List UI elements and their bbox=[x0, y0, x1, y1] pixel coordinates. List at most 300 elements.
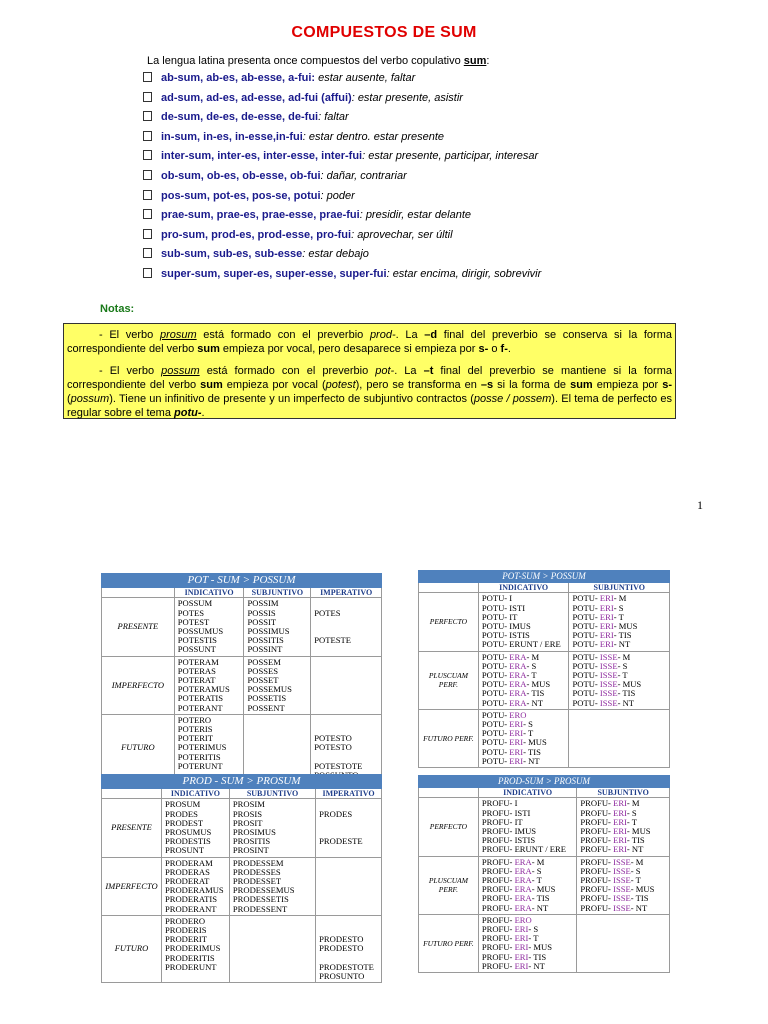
verb-stem: POTU- bbox=[572, 639, 600, 650]
verb-stem: PROFU- bbox=[580, 844, 614, 855]
verb-infix: ERI bbox=[599, 630, 614, 641]
verb-stem: PROFU- bbox=[481, 893, 515, 904]
verb-stem: PROFU- bbox=[580, 884, 614, 895]
verb-form: POSSEMUS bbox=[247, 684, 292, 695]
verb-infix: ERI bbox=[613, 807, 627, 818]
verb-form: PRODERAM bbox=[164, 857, 213, 868]
table-row bbox=[102, 915, 382, 982]
verb-infix: ERA bbox=[514, 865, 532, 876]
verb-form: POTESTO bbox=[314, 733, 352, 744]
verb-ending: - S bbox=[617, 660, 628, 671]
column-header: IMPERATIVO bbox=[316, 789, 382, 799]
note-text: - El verbo bbox=[99, 365, 162, 377]
verb-infix: ISSE bbox=[613, 875, 631, 886]
verb-stem: POTU- bbox=[481, 660, 510, 671]
verb-form bbox=[233, 917, 312, 926]
verb-infix: ERI bbox=[509, 755, 524, 766]
verb-infix: ISSE bbox=[599, 697, 618, 708]
verb-meaning: : estar presente, asistir bbox=[351, 91, 463, 104]
header-blank bbox=[419, 788, 479, 798]
verb-form bbox=[482, 757, 566, 766]
form-cell bbox=[316, 799, 382, 857]
verb-infix: ISSE bbox=[613, 893, 631, 904]
tense-label: PLUSCUAM PERF. bbox=[419, 856, 479, 914]
table-title: POT-SUM > POSSUM bbox=[419, 571, 670, 583]
verb-forms: sub-sum, sub-es, sub-esse bbox=[161, 248, 303, 261]
verb-item bbox=[143, 72, 541, 92]
verb-form: PRODERUNT bbox=[164, 961, 217, 972]
form-cell bbox=[229, 915, 315, 982]
verb-form: POTES bbox=[177, 607, 204, 618]
verb-ending: - T bbox=[626, 816, 638, 827]
note-example: posse / possem bbox=[473, 393, 552, 405]
verb-stem: PROFU- bbox=[481, 924, 515, 935]
verb-infix: ERA bbox=[514, 902, 532, 913]
verb-ending: - TIS bbox=[617, 688, 636, 699]
verb-stem: POTU- bbox=[481, 746, 510, 757]
verb-stem: PROFU- bbox=[481, 835, 515, 846]
verb-infix: ERI bbox=[613, 835, 627, 846]
verb-infix: ERI bbox=[613, 844, 627, 855]
verb-form: POTEST bbox=[177, 616, 210, 627]
verb-ending: - TIS bbox=[523, 746, 541, 757]
tense-label: PRESENTE bbox=[102, 598, 175, 656]
verb-meaning: : presidir, estar delante bbox=[359, 209, 471, 222]
verb-infix: ERI bbox=[514, 942, 529, 953]
verb-stem: POTU- bbox=[481, 709, 510, 720]
verb-infix: ERA bbox=[509, 651, 527, 662]
form-cell bbox=[316, 915, 382, 982]
verb-stem: POTU- bbox=[572, 593, 600, 604]
verb-stem: POTU- bbox=[481, 593, 510, 604]
table-title: PROD-SUM > PROSUM bbox=[419, 776, 670, 788]
verb-ending: - MUS bbox=[526, 679, 551, 690]
bullet-icon bbox=[143, 72, 152, 82]
verb-meaning: : aprovechar, ser últil bbox=[351, 228, 453, 241]
verb-infix: ERI bbox=[509, 719, 524, 730]
note-text: ), pero se transforma en bbox=[355, 379, 481, 391]
form-cell bbox=[244, 714, 311, 781]
verb-form: POTERAM bbox=[177, 656, 219, 667]
verb-ending: - T bbox=[523, 728, 534, 739]
verb-ending: - NT bbox=[528, 960, 545, 971]
verb-ending: ISTIS bbox=[509, 630, 530, 641]
verb-form: POSSETIS bbox=[247, 693, 287, 704]
bullet-icon bbox=[143, 150, 152, 160]
note-preverb: pot- bbox=[375, 365, 395, 377]
verb-form: PRODERAMUS bbox=[164, 885, 224, 896]
verb-stem: POTU- bbox=[481, 719, 510, 730]
verb-stem: PROFU- bbox=[580, 807, 614, 818]
verb-meaning: : estar encima, dirigir, sobrevivir bbox=[386, 267, 542, 280]
verb-form: PRODES bbox=[164, 808, 198, 819]
verb-ending: ISTI bbox=[514, 807, 531, 818]
verb-ending: - S bbox=[630, 865, 641, 876]
verb-ending: - TIS bbox=[630, 893, 649, 904]
verb-infix: ERI bbox=[514, 960, 529, 971]
form-cell bbox=[229, 799, 315, 857]
verb-stem: PROFU- bbox=[580, 856, 614, 867]
note-example: potest bbox=[325, 379, 356, 391]
verb-form: PROSUNTO bbox=[319, 971, 365, 982]
verb-form: POTESTOTE bbox=[314, 760, 363, 771]
verb-ending: - NT bbox=[523, 755, 540, 766]
verb-stem: PROFU- bbox=[580, 875, 614, 886]
note-text: empieza por bbox=[592, 379, 663, 391]
form-cell bbox=[174, 714, 244, 781]
verb-infix: ERI bbox=[509, 728, 524, 739]
verb-form: PRODESSES bbox=[232, 866, 281, 877]
verb-forms: pos-sum, pot-es, pos-se, potui bbox=[161, 189, 321, 202]
verb-infix: ERI bbox=[509, 746, 524, 757]
verb-form: PRODESSENT bbox=[232, 903, 288, 914]
verb-form: PRODESSET bbox=[232, 876, 282, 887]
notes-box bbox=[63, 323, 676, 419]
note-text: o bbox=[488, 343, 501, 355]
verb-infix: ISSE bbox=[599, 660, 618, 671]
tense-label: IMPERFECTO bbox=[102, 857, 162, 915]
column-header: INDICATIVO bbox=[478, 788, 577, 798]
verb-ending: - MUS bbox=[531, 884, 556, 895]
note-letter: s- bbox=[478, 343, 489, 355]
form-cell bbox=[244, 656, 311, 714]
table-row bbox=[102, 656, 382, 714]
verb-infix: ERA bbox=[514, 893, 532, 904]
verb-infix: ERA bbox=[509, 660, 527, 671]
intro-sentence: La lengua latina presenta once compuestos del verbo copulativo bbox=[147, 55, 464, 67]
verb-meaning: : dañar, contrariar bbox=[320, 169, 407, 182]
verb-infix: ERI bbox=[613, 826, 627, 837]
intro-text bbox=[147, 55, 489, 67]
bullet-icon bbox=[143, 170, 152, 180]
verb-meaning: : estar debajo bbox=[302, 248, 369, 261]
verb-forms: ab-sum, ab-es, ab-esse, a-fui: bbox=[161, 72, 316, 84]
verb-form: POTERO bbox=[177, 714, 212, 725]
verb-stem: POTU- bbox=[481, 688, 510, 699]
column-header: SUBJUNTIVO bbox=[229, 789, 315, 799]
note-text: . bbox=[201, 407, 205, 419]
verb-infix: ERA bbox=[509, 697, 527, 708]
verb-ending: ISTI bbox=[509, 602, 526, 613]
form-cell bbox=[478, 914, 577, 972]
verb-infix: ISSE bbox=[613, 884, 631, 895]
verb-ending: IT bbox=[509, 611, 518, 622]
note-letter: –d bbox=[424, 329, 438, 341]
verb-stem: POTU- bbox=[481, 670, 510, 681]
verb-ending: - NT bbox=[531, 902, 549, 913]
verb-form: PRODESSEM bbox=[232, 857, 284, 868]
form-cell bbox=[316, 857, 382, 915]
verb-form bbox=[482, 640, 566, 649]
verb-infix: ERA bbox=[509, 679, 527, 690]
page-title: COMPUESTOS DE SUM bbox=[291, 24, 477, 41]
verb-stem: POTU- bbox=[481, 611, 510, 622]
verb-stem: PROFU- bbox=[481, 826, 515, 837]
form-cell bbox=[577, 914, 670, 972]
verb-ending: - NT bbox=[613, 639, 631, 650]
note-text: empieza por vocal, pero desaparece si empieza por bbox=[219, 343, 479, 355]
note-text: si la forma de bbox=[493, 379, 571, 391]
verb-form: PRODERIT bbox=[164, 934, 207, 945]
header-blank bbox=[102, 789, 162, 799]
verb-form: PRODEST bbox=[164, 817, 204, 828]
verb-form: POTESTO bbox=[314, 742, 352, 753]
verb-form bbox=[314, 645, 378, 654]
verb-form bbox=[572, 640, 666, 649]
note-prosum bbox=[67, 328, 672, 356]
form-cell bbox=[311, 598, 382, 656]
verb-forms: ad-sum, ad-es, ad-esse, ad-fui (affui) bbox=[161, 91, 352, 104]
bullet-icon bbox=[143, 190, 152, 200]
verb-stem: PROFU- bbox=[481, 798, 515, 809]
verb-ending: - T bbox=[613, 611, 624, 622]
form-cell bbox=[174, 656, 244, 714]
verb-form bbox=[482, 962, 574, 971]
prosum-perfect-table bbox=[418, 775, 670, 973]
verb-infix: ERI bbox=[613, 798, 627, 809]
tense-label: IMPERFECTO bbox=[102, 656, 175, 714]
verb-stem: PROFU- bbox=[481, 914, 515, 925]
verb-form: POSSEM bbox=[247, 656, 281, 667]
verb-infix: ERI bbox=[599, 639, 614, 650]
table-row bbox=[102, 857, 382, 915]
verb-stem: POTU- bbox=[481, 621, 510, 632]
verb-stem: PROFU- bbox=[481, 865, 515, 876]
verb-infix: ISSE bbox=[599, 651, 618, 662]
verb-ending: ERUNT / ERE bbox=[509, 639, 561, 650]
table-row bbox=[419, 593, 670, 651]
tense-label: PRESENTE bbox=[102, 799, 162, 857]
verb-infix: ERI bbox=[514, 933, 529, 944]
verb-stem: PROFU- bbox=[580, 816, 614, 827]
verb-forms: pro-sum, prod-es, prod-esse, pro-fui bbox=[161, 228, 352, 241]
form-cell bbox=[244, 598, 311, 656]
verb-item bbox=[143, 190, 541, 210]
verb-infix: ERI bbox=[599, 602, 614, 613]
form-cell bbox=[569, 651, 670, 709]
verb-form: PRODES bbox=[319, 808, 353, 819]
verb-meaning: estar ausente, faltar bbox=[315, 72, 416, 84]
verb-infix: ERI bbox=[514, 951, 529, 962]
verb-infix: ERO bbox=[514, 914, 532, 925]
verb-stem: PROFU- bbox=[481, 884, 515, 895]
verb-infix: ERI bbox=[599, 621, 614, 632]
verb-ending: - S bbox=[613, 602, 624, 613]
tense-label: FUTURO PERF. bbox=[419, 709, 479, 767]
verb-stem: PROFU- bbox=[481, 856, 515, 867]
table-title: PROD - SUM > PROSUM bbox=[102, 775, 382, 789]
verb-form: POSSET bbox=[247, 675, 279, 686]
verb-infix: ERA bbox=[509, 688, 527, 699]
verb-infix: ERA bbox=[514, 856, 532, 867]
tense-label: PERFECTO bbox=[419, 593, 479, 651]
verb-ending: - NT bbox=[617, 697, 635, 708]
verb-item bbox=[143, 92, 541, 112]
note-verb: possum bbox=[161, 365, 200, 377]
verb-ending: - M bbox=[613, 593, 627, 604]
verb-ending: - MUS bbox=[613, 621, 638, 632]
verb-ending: - NT bbox=[626, 844, 644, 855]
tense-label: FUTURO PERF. bbox=[419, 914, 479, 972]
table-row bbox=[419, 914, 670, 972]
verb-form bbox=[482, 699, 566, 708]
bullet-icon bbox=[143, 131, 152, 141]
verb-ending: - T bbox=[526, 670, 537, 681]
verb-ending: - TIS bbox=[526, 688, 545, 699]
verb-form: PRODERIMUS bbox=[164, 943, 221, 954]
tense-label: PLUSCUAM PERF. bbox=[419, 651, 479, 709]
verb-form: PRODESTO bbox=[319, 943, 364, 954]
possum-perfect-table bbox=[418, 570, 670, 768]
note-text: ). Tiene un infinitivo de presente y un imperfecto de subjuntivo contractos ( bbox=[109, 393, 474, 405]
form-cell bbox=[161, 915, 229, 982]
verb-form: POSSIT bbox=[247, 616, 277, 627]
verb-ending: - M bbox=[630, 856, 644, 867]
verb-forms: de-sum, de-es, de-esse, de-fui bbox=[161, 111, 319, 124]
verb-form: POTERAS bbox=[177, 665, 216, 676]
verb-ending: - TIS bbox=[531, 893, 550, 904]
table-title: POT - SUM > POSSUM bbox=[102, 574, 382, 588]
form-cell bbox=[229, 857, 315, 915]
verb-stem: PROFU- bbox=[481, 933, 515, 944]
verb-infix: ISSE bbox=[599, 688, 618, 699]
verb-item bbox=[143, 131, 541, 151]
verb-forms: in-sum, in-es, in-esse,in-fui bbox=[161, 130, 303, 143]
verb-ending: - S bbox=[626, 807, 637, 818]
verb-form: POTERIMUS bbox=[177, 742, 227, 753]
verb-form: PRODERAS bbox=[164, 866, 210, 877]
verb-ending: - M bbox=[617, 651, 631, 662]
intro-verb: sum bbox=[463, 55, 487, 67]
bullet-icon bbox=[143, 111, 152, 121]
note-letter: f- bbox=[500, 343, 508, 355]
verb-form: POTERIS bbox=[177, 724, 213, 735]
verb-form: POTERIT bbox=[177, 733, 214, 744]
verb-form bbox=[319, 846, 378, 855]
note-text: . La bbox=[395, 329, 425, 341]
form-cell bbox=[569, 593, 670, 651]
verb-infix: ERI bbox=[599, 611, 614, 622]
verb-stem: POTU- bbox=[481, 630, 510, 641]
verb-infix: ERI bbox=[509, 737, 524, 748]
verb-meaning: : faltar bbox=[318, 111, 349, 124]
verb-form: POTERITIS bbox=[177, 751, 221, 762]
verb-form: POSSIM bbox=[247, 598, 279, 609]
verb-form bbox=[482, 845, 574, 854]
verb-form: PROSUM bbox=[164, 799, 201, 810]
column-header: INDICATIVO bbox=[478, 583, 569, 593]
verb-form: PRODERITIS bbox=[164, 952, 215, 963]
form-cell bbox=[161, 799, 229, 857]
verb-infix: ISSE bbox=[599, 670, 618, 681]
bullet-icon bbox=[143, 92, 152, 102]
verb-ending: ERUNT / ERE bbox=[514, 844, 566, 855]
verb-form: PROSIS bbox=[232, 808, 263, 819]
verb-item bbox=[143, 268, 541, 288]
verb-form bbox=[319, 917, 378, 926]
verb-stem: POTU- bbox=[481, 728, 510, 739]
verb-ending: - T bbox=[630, 875, 641, 886]
verb-ending: - M bbox=[531, 856, 545, 867]
verb-stem: POTU- bbox=[481, 697, 510, 708]
verb-ending: I bbox=[514, 798, 518, 809]
verb-ending: - T bbox=[617, 670, 628, 681]
verb-infix: ERA bbox=[514, 875, 532, 886]
verb-ending: - M bbox=[626, 798, 640, 809]
verb-stem: POTU- bbox=[481, 755, 510, 766]
verb-stem: PROFU- bbox=[481, 875, 515, 886]
verb-form bbox=[314, 716, 378, 725]
verb-form bbox=[319, 819, 378, 828]
form-cell bbox=[174, 598, 244, 656]
verb-stem: PROFU- bbox=[481, 902, 515, 913]
verb-form: POSSIS bbox=[247, 607, 276, 618]
verb-forms: inter-sum, inter-es, inter-esse, inter-fui bbox=[161, 150, 363, 163]
notes-title: Notas: bbox=[100, 303, 135, 315]
verb-stem: POTU- bbox=[481, 602, 510, 613]
verb-item bbox=[143, 229, 541, 249]
verb-forms: super-sum, super-es, super-esse, super-fui bbox=[161, 267, 387, 280]
verb-stem: PROFU- bbox=[481, 951, 515, 962]
verb-stem: PROFU- bbox=[580, 893, 614, 904]
form-cell bbox=[577, 856, 670, 914]
table-row bbox=[102, 714, 382, 781]
note-sum: sum bbox=[197, 343, 220, 355]
verb-form: POTESTE bbox=[314, 635, 352, 646]
verb-stem: POTU- bbox=[572, 679, 600, 690]
verb-form: POSSITIS bbox=[247, 635, 284, 646]
form-cell bbox=[569, 709, 670, 767]
verb-stem: PROFU- bbox=[580, 865, 614, 876]
note-sum: sum bbox=[200, 379, 223, 391]
verb-form: POTERAT bbox=[177, 675, 216, 686]
table-row bbox=[419, 798, 670, 856]
note-sum: sum bbox=[570, 379, 593, 391]
verb-ending: - MUS bbox=[630, 884, 655, 895]
verb-item bbox=[143, 111, 541, 131]
column-header: SUBJUNTIVO bbox=[569, 583, 670, 593]
verb-form: PRODESSETIS bbox=[232, 894, 289, 905]
tense-label: PERFECTO bbox=[419, 798, 479, 856]
verb-item bbox=[143, 170, 541, 190]
form-cell bbox=[478, 651, 569, 709]
verb-ending: - TIS bbox=[528, 951, 547, 962]
verb-stem: PROFU- bbox=[580, 798, 614, 809]
verb-stem: PROFU- bbox=[481, 942, 515, 953]
verb-infix: ISSE bbox=[599, 679, 618, 690]
verb-form: PROSINT bbox=[232, 845, 269, 856]
verb-stem: PROFU- bbox=[580, 826, 614, 837]
verb-form: POTESTIS bbox=[177, 635, 217, 646]
verb-form bbox=[572, 699, 666, 708]
verb-form: PROSIM bbox=[232, 799, 265, 810]
verb-infix: ERI bbox=[613, 816, 627, 827]
verb-list bbox=[143, 72, 541, 288]
verb-forms: prae-sum, prae-es, prae-esse, prae-fui bbox=[161, 209, 360, 222]
prosum-present-table bbox=[101, 774, 382, 983]
note-text: está formado con el preverbio bbox=[199, 365, 376, 377]
verb-form: POTERANT bbox=[177, 702, 223, 713]
verb-form: PRODESTOTE bbox=[319, 961, 374, 972]
form-cell bbox=[478, 798, 577, 856]
verb-ending: - T bbox=[528, 933, 539, 944]
verb-stem: PROFU- bbox=[481, 816, 515, 827]
form-cell bbox=[161, 857, 229, 915]
verb-ending: I bbox=[509, 593, 513, 604]
note-stem: potu- bbox=[174, 407, 202, 419]
verb-stem: POTU- bbox=[481, 639, 510, 650]
note-example: possum bbox=[70, 393, 110, 405]
